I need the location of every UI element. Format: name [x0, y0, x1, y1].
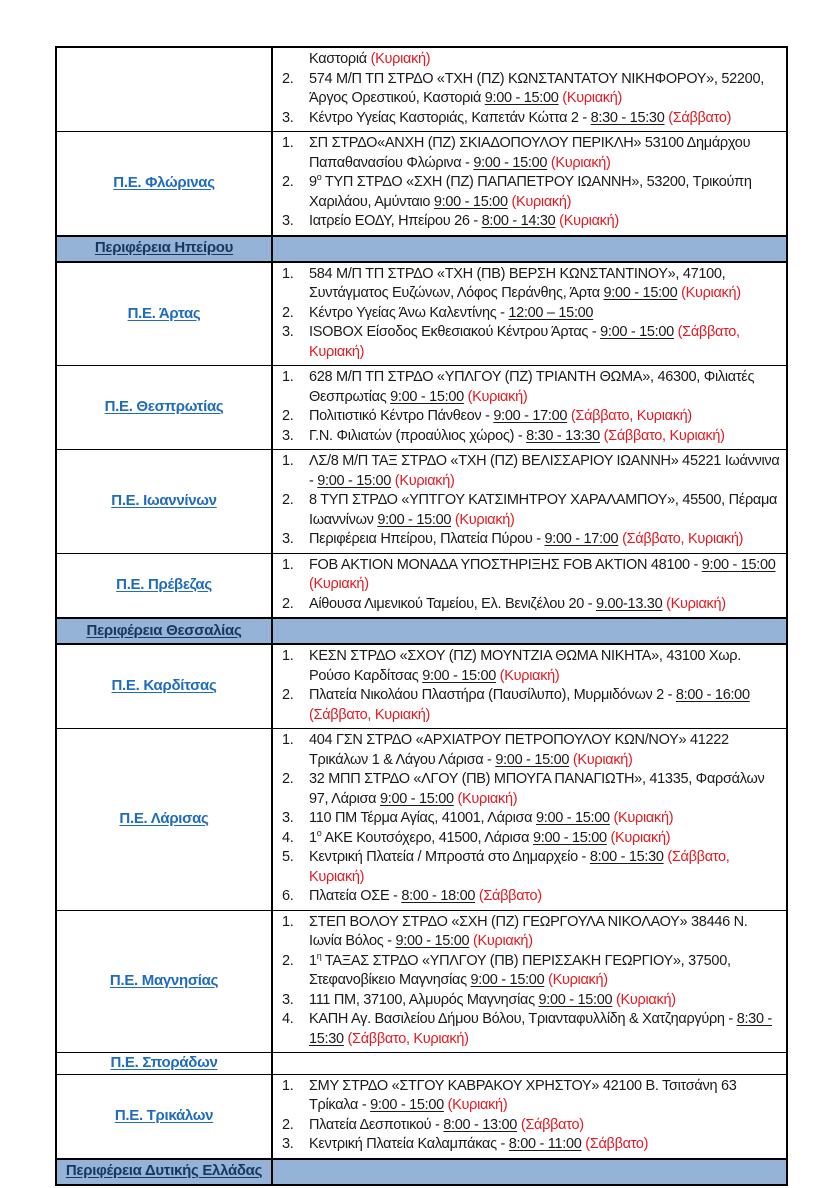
location-text: 1 — [309, 952, 317, 969]
location-text: ΣΜΥ ΣΤΡΔΟ «ΣΤΓΟΥ ΚΑΒΡΑΚΟΥ ΧΡΗΣΤΟΥ» 42100 Β. Τσιτσάνη 63 Τρίκαλα - — [309, 1077, 737, 1113]
location-text: 111 ΠΜ, 37100, Αλμυρός Μαγνησίας — [309, 991, 539, 1008]
region-label: Π.Ε. Άρτας — [127, 304, 201, 322]
location-text: Κέντρο Υγείας Άνω Καλεντίνης - — [309, 304, 509, 321]
day-note: (Σάββατο, Κυριακή) — [347, 1030, 469, 1047]
region-row — [56, 910, 787, 1053]
location-item — [282, 530, 780, 550]
location-item — [282, 304, 780, 324]
item-text — [309, 50, 780, 70]
region-label: Π.Ε. Τρικάλων — [114, 1106, 214, 1124]
item-number: 1. — [282, 913, 294, 930]
item-number: 1. — [282, 265, 294, 282]
location-text: Πλατεία ΟΣΕ - — [309, 888, 402, 904]
item-text — [309, 952, 780, 991]
location-item — [282, 109, 780, 129]
day-note: (Σάββατο) — [668, 109, 732, 126]
hours: 8:00 - 11:00 — [508, 1136, 582, 1152]
region-label: Π.Ε. Πρέβεζας — [116, 576, 212, 593]
region-row — [56, 132, 787, 236]
item-number: 2. — [282, 492, 294, 508]
day-note: (Κυριακή) — [562, 90, 623, 106]
hours: 9:00 - 15:00 — [379, 790, 454, 807]
location-text: ISOBOX Είσοδος Εκθεσιακού Κέντρου Άρτας - — [309, 324, 601, 340]
hours: 9:00 - 15:00 — [390, 388, 464, 405]
locations-cell — [272, 450, 787, 554]
day-note: (Σάββατο, Κυριακή) — [603, 427, 725, 444]
item-text — [309, 595, 780, 615]
item-text — [309, 848, 780, 887]
day-note: (Κυριακή) — [394, 472, 455, 489]
location-item — [282, 595, 780, 615]
day-note: (Κυριακή) — [457, 790, 518, 807]
region-name-cell — [56, 910, 272, 1053]
location-item — [282, 731, 780, 770]
location-text: 9 — [309, 174, 317, 190]
day-note: (Σάββατο) — [520, 1116, 584, 1133]
item-number: 1. — [282, 732, 294, 748]
item-text — [309, 991, 780, 1011]
item-text — [309, 407, 780, 427]
hours: 9:00 - 15:00 — [470, 972, 545, 988]
day-note: (Κυριακή) — [499, 667, 560, 684]
item-text — [309, 70, 780, 109]
location-text: Αίθουσα Λιμενικού Ταμείου, Ελ. Βενιζέλου 20 - — [309, 595, 596, 612]
item-text — [309, 647, 780, 686]
item-number: 5. — [282, 849, 294, 865]
location-item — [282, 1010, 780, 1049]
location-text: ΤΑΞΑΣ ΣΤΡΔΟ «ΥΠΛΓΟΥ (ΠΒ) ΠΕΡΙΣΣΑΚΗ ΓΕΩΡΓΙΟΥ», 37500, Στεφανοβίκειο Μαγνησίας — [309, 952, 731, 988]
region-header-cell — [56, 618, 272, 644]
region-name-cell — [56, 47, 272, 132]
location-text: Πλατεία Δεσποτικού - — [309, 1116, 444, 1133]
hours: 9:00 - 15:00 — [495, 751, 570, 768]
day-note: (Κυριακή) — [616, 991, 676, 1008]
item-text — [309, 1135, 780, 1155]
hours: 9:00 - 15:00 — [600, 324, 674, 340]
item-number: 2. — [282, 595, 294, 612]
location-text: 8 ΤΥΠ ΣΤΡΔΟ «ΥΠΤΓΟΥ ΚΑΤΣΙΜΗΤΡΟΥ ΧΑΡΑΛΑΜΠΟΥ», 45500, Πέραμα Ιωαννίνων — [309, 492, 778, 528]
item-text — [309, 173, 780, 212]
region-header-filler — [272, 618, 787, 644]
item-number: 2. — [282, 687, 294, 703]
locations-cell — [272, 910, 787, 1053]
item-text — [309, 1116, 780, 1136]
item-text — [309, 686, 780, 725]
location-item — [282, 887, 780, 907]
item-number: 3. — [282, 1136, 294, 1152]
hours: 9:00 - 15:00 — [603, 285, 678, 301]
regions-table — [55, 46, 788, 1186]
item-text — [309, 887, 780, 907]
hours: 8:30 - 15:30 — [309, 1011, 772, 1047]
locations-cell — [272, 1074, 787, 1159]
hours: 9:00 - 17:00 — [544, 531, 619, 547]
day-note: (Σάββατο, Κυριακή) — [309, 706, 431, 723]
item-text — [309, 368, 780, 407]
region-row — [56, 450, 787, 554]
hours: 9.00-13.30 — [596, 595, 663, 612]
location-text: 584 Μ/Π ΤΠ ΣΤΡΔΟ «ΤΧΗ (ΠΒ) ΒΕΡΣΗ ΚΩΝΣΤΑΝΤΙΝΟΥ», 47100, Συντάγματος Ευζώνων, Λόφος Περάνθης, Άρτα — [309, 265, 726, 301]
region-row — [56, 729, 787, 911]
location-text: 574 Μ/Π ΤΠ ΣΤΡΔΟ «ΤΧΗ (ΠΖ) ΚΩΝΣΤΑΝΤΑΤΟΥ ΝΙΚΗΦΟΡΟΥ», 52200, Άργος Ορεστικού, Καστοριά — [309, 70, 764, 106]
location-text: Περιφέρεια Ηπείρου, Πλατεία Πύρου - — [309, 531, 545, 547]
location-text: 32 ΜΠΠ ΣΤΡΔΟ «ΛΓΟΥ (ΠΒ) ΜΠΟΥΓΑ ΠΑΝΑΓΙΩΤΗ», 41335, Φαρσάλων 97, Λάρισα — [309, 771, 765, 807]
item-text — [309, 770, 780, 809]
day-note: (Σάββατο, Κυριακή) — [570, 408, 692, 424]
region-row — [56, 47, 787, 132]
location-text: ο — [316, 827, 322, 838]
region-header-filler — [272, 1159, 787, 1185]
region-label: Π.Ε. Φλώρινας — [113, 174, 215, 191]
item-number: 3. — [282, 109, 294, 126]
location-text: ΣΤΕΠ ΒΟΛΟΥ ΣΤΡΔΟ «ΣΧΗ (ΠΖ) ΓΕΩΡΓΟΥΛΑ ΝΙΚΟΛΑΟΥ» 38446 Ν. Ιωνία Βόλος - — [309, 913, 748, 949]
item-text — [309, 913, 780, 952]
item-number: 1. — [282, 1077, 294, 1094]
region-header-row — [56, 1159, 787, 1185]
hours: 9:00 - 15:00 — [473, 154, 548, 171]
item-number: 3. — [282, 324, 294, 340]
location-text: 1 — [309, 829, 317, 846]
hours: 9:00 - 15:00 — [536, 810, 610, 826]
region-header-cell — [56, 236, 272, 262]
item-text — [309, 134, 780, 173]
day-note: (Κυριακή) — [550, 154, 611, 171]
region-name-cell — [56, 1074, 272, 1159]
location-item — [282, 991, 780, 1011]
locations-cell — [272, 1053, 787, 1075]
locations-cell — [272, 262, 787, 366]
day-note: (Κυριακή) — [666, 595, 726, 612]
day-note: (Κυριακή) — [473, 933, 533, 949]
location-item — [282, 1116, 780, 1136]
region-header-label: Περιφέρεια Ηπείρου — [94, 239, 234, 257]
region-header-row — [56, 236, 787, 262]
location-item — [282, 491, 780, 530]
hours: 9:00 - 15:00 — [538, 991, 613, 1008]
item-text — [309, 1077, 780, 1116]
location-text: Κεντρική Πλατεία / Μπροστά στο Δημαρχείο - — [309, 849, 590, 865]
hours: 9:00 - 15:00 — [433, 193, 508, 210]
day-note: (Κυριακή) — [610, 829, 671, 846]
hours: 12:00 – 15:00 — [508, 304, 594, 321]
region-name-cell — [56, 132, 272, 236]
location-item — [282, 368, 780, 407]
hours: 9:00 - 15:00 — [377, 511, 452, 528]
item-text — [309, 530, 780, 550]
hours: 9:00 - 15:00 — [533, 829, 607, 846]
region-row — [56, 644, 787, 729]
item-number: 4. — [282, 829, 294, 846]
location-item — [282, 452, 780, 491]
day-note: (Κυριακή) — [572, 751, 633, 768]
hours: 8:00 - 14:30 — [481, 213, 556, 229]
locations-cell — [272, 644, 787, 729]
item-number: 2. — [282, 408, 294, 424]
item-text — [309, 323, 780, 362]
hours: 9:00 - 15:00 — [484, 90, 559, 106]
region-name-cell — [56, 729, 272, 911]
location-item — [282, 848, 780, 887]
locations-cell — [272, 729, 787, 911]
location-item — [282, 647, 780, 686]
location-text: Ιατρείο ΕΟΔΥ, Ηπείρου 26 - — [309, 213, 482, 229]
location-item — [282, 173, 780, 212]
location-item — [282, 556, 780, 595]
location-text: ΤΥΠ ΣΤΡΔΟ «ΣΧΗ (ΠΖ) ΠΑΠΑΠΕΤΡΟΥ ΙΩΑΝΝΗ», 53200, Τρικούπη Χαριλάου, Αμύνταιο — [309, 174, 752, 210]
item-number: 1. — [282, 453, 294, 469]
day-note: (Σάββατο) — [478, 888, 542, 904]
hours: 9:00 - 15:00 — [317, 472, 392, 489]
item-text — [309, 491, 780, 530]
location-text: Κέντρο Υγείας Καστοριάς, Καπετάν Κώττα 2 - — [309, 109, 591, 126]
hours: 9:00 - 15:00 — [395, 933, 470, 949]
day-note: (Κυριακή) — [467, 388, 528, 405]
region-header-label: Περιφέρεια Δυτικής Ελλάδας — [65, 1162, 263, 1180]
hours: 8:00 - 15:30 — [589, 849, 664, 865]
item-text — [309, 427, 780, 447]
hours: 8:00 - 18:00 — [401, 888, 476, 904]
region-name-cell — [56, 262, 272, 366]
location-item — [282, 1135, 780, 1155]
day-note: (Κυριακή) — [454, 511, 515, 528]
region-name-cell — [56, 553, 272, 618]
item-text — [309, 212, 780, 232]
regions-table-body — [56, 47, 787, 1185]
region-name-cell — [56, 1053, 272, 1075]
location-text: 110 ΠΜ Τέρμα Αγίας, 41001, Λάρισα — [309, 810, 536, 826]
item-number: 3. — [282, 991, 294, 1008]
item-text — [309, 109, 780, 129]
item-number: 3. — [282, 531, 294, 547]
location-text: Γ.Ν. Φιλιατών (προαύλιος χώρος) - — [309, 427, 527, 444]
region-header-label: Περιφέρεια Θεσσαλίας — [86, 621, 242, 639]
location-text: Πλατεία Νικολάου Πλαστήρα (Παυσίλυπο), Μυρμιδόνων 2 - — [309, 687, 676, 703]
day-note: (Κυριακή) — [548, 972, 608, 988]
item-number: 1. — [282, 369, 294, 385]
region-row — [56, 262, 787, 366]
item-text — [309, 452, 780, 491]
region-header-row — [56, 618, 787, 644]
item-number: 3. — [282, 810, 294, 826]
day-note: (Σάββατο, Κυριακή) — [309, 849, 730, 885]
location-item — [282, 50, 780, 70]
location-text: Καστοριά — [309, 51, 371, 67]
region-label: Π.Ε. Μαγνησίας — [109, 972, 219, 989]
location-text: η — [316, 950, 322, 961]
item-number: 6. — [282, 888, 294, 904]
item-number: 2. — [282, 304, 294, 321]
day-note: (Κυριακή) — [370, 51, 431, 67]
region-header-cell — [56, 1159, 272, 1185]
location-text: ΚΕΣΝ ΣΤΡΔΟ «ΣΧΟΥ (ΠΖ) ΜΟΥΝΤΖΙΑ ΘΩΜΑ ΝΙΚΗΤΑ», 43100 Χωρ. Ρούσο Καρδίτσας — [309, 648, 741, 684]
locations-cell — [272, 366, 787, 450]
location-item — [282, 323, 780, 362]
location-item — [282, 809, 780, 829]
region-name-cell — [56, 366, 272, 450]
item-number: 3. — [282, 213, 294, 229]
hours: 9:00 - 17:00 — [493, 408, 568, 424]
day-note: (Κυριακή) — [511, 193, 572, 210]
item-number: 1. — [282, 135, 294, 151]
item-number: 1. — [282, 648, 294, 664]
locations-cell — [272, 553, 787, 618]
location-item — [282, 427, 780, 447]
locations-cell — [272, 47, 787, 132]
location-item — [282, 407, 780, 427]
region-label: Π.Ε. Θεσπρωτίας — [104, 398, 224, 416]
item-number: 2. — [282, 771, 294, 787]
location-text: ο — [316, 172, 322, 183]
location-item — [282, 134, 780, 173]
hours: 8:30 - 13:30 — [526, 427, 600, 444]
item-text — [309, 1010, 780, 1049]
hours: 9:00 - 15:00 — [701, 556, 776, 573]
location-item — [282, 686, 780, 725]
item-text — [309, 265, 780, 304]
region-name-cell — [56, 644, 272, 729]
location-item — [282, 829, 780, 849]
item-text — [309, 304, 780, 324]
item-text — [309, 809, 780, 829]
item-text — [309, 829, 780, 849]
location-text: ΚΑΠΗ Αγ. Βασιλείου Δήμου Βόλου, Τριανταφυλλίδη & Χατζηαργύρη - — [309, 1011, 737, 1027]
location-item — [282, 70, 780, 109]
location-item — [282, 770, 780, 809]
item-text — [309, 556, 780, 595]
item-number: 4. — [282, 1011, 294, 1027]
region-label: Π.Ε. Καρδίτσας — [111, 677, 217, 695]
day-note: (Κυριακή) — [447, 1097, 508, 1113]
day-note: (Σάββατο, Κυριακή) — [309, 324, 740, 360]
location-item — [282, 1077, 780, 1116]
day-note: (Σάββατο) — [585, 1136, 649, 1152]
location-text: 404 ΓΣΝ ΣΤΡΔΟ «ΑΡΧΙΑΤΡΟΥ ΠΕΤΡΟΠΟΥΛΟΥ ΚΩΝ/ΝΟΥ» 41222 Τρικάλων 1 & Λάγου Λάρισα - — [309, 732, 729, 768]
item-number: 2. — [282, 952, 294, 969]
day-note: (Κυριακή) — [309, 576, 369, 592]
hours: 8:30 - 15:30 — [590, 109, 665, 126]
hours: 8:00 - 16:00 — [675, 687, 750, 703]
location-item — [282, 913, 780, 952]
region-name-cell — [56, 450, 272, 554]
location-text: ΑΚΕ Κουτσόχερο, 41500, Λάρισα — [321, 829, 533, 846]
region-row — [56, 553, 787, 618]
location-text: Πολιτιστικό Κέντρο Πάνθεον - — [309, 408, 494, 424]
location-item — [282, 952, 780, 991]
location-text: 628 Μ/Π ΤΠ ΣΤΡΔΟ «ΥΠΛΓΟΥ (ΠΖ) ΤΡΙΑΝΤΗ ΘΩΜΑ», 46300, Φιλιατές Θεσπρωτίας — [309, 369, 755, 405]
item-number: 2. — [282, 1116, 294, 1133]
region-row — [56, 1074, 787, 1159]
day-note: (Κυριακή) — [613, 810, 674, 826]
location-text: ΣΠ ΣΤΡΔΟ«ΑΝΧΗ (ΠΖ) ΣΚΙΑΔΟΠΟΥΛΟΥ ΠΕΡΙΚΛΗ» 53100 Δημάρχου Παπαθανασίου Φλώρινα - — [309, 135, 751, 171]
item-number: 1. — [282, 556, 294, 573]
region-label: Π.Ε. Σποράδων — [110, 1054, 218, 1071]
region-header-filler — [272, 236, 787, 262]
hours: 9:00 - 15:00 — [370, 1097, 444, 1113]
day-note: (Κυριακή) — [681, 285, 741, 301]
region-label: Π.Ε. Λάρισας — [119, 810, 209, 827]
location-item — [282, 265, 780, 304]
hours: 9:00 - 15:00 — [422, 667, 496, 684]
region-row — [56, 366, 787, 450]
item-number: 3. — [282, 427, 294, 444]
item-number: 2. — [282, 70, 294, 87]
location-item — [282, 212, 780, 232]
item-text — [309, 731, 780, 770]
location-text: ΛΣ/8 Μ/Π ΤΑΞ ΣΤΡΔΟ «ΤΧΗ (ΠΖ) ΒΕΛΙΣΣΑΡΙΟΥ ΙΩΑΝΝΗ» 45221 Ιωάννινα - — [309, 453, 780, 489]
location-text: Κεντρική Πλατεία Καλαμπάκας - — [309, 1136, 509, 1152]
item-number: 2. — [282, 174, 294, 190]
locations-cell — [272, 132, 787, 236]
day-note: (Κυριακή) — [559, 213, 619, 229]
region-label: Π.Ε. Ιωαννίνων — [111, 492, 217, 509]
hours: 8:00 - 13:00 — [443, 1116, 518, 1133]
day-note: (Σάββατο, Κυριακή) — [622, 531, 744, 547]
location-text: FOB AKTION ΜΟΝΑΔΑ ΥΠΟΣΤΗΡΙΞΗΣ FOB AKTION 48100 - — [309, 556, 702, 573]
region-row — [56, 1053, 787, 1075]
